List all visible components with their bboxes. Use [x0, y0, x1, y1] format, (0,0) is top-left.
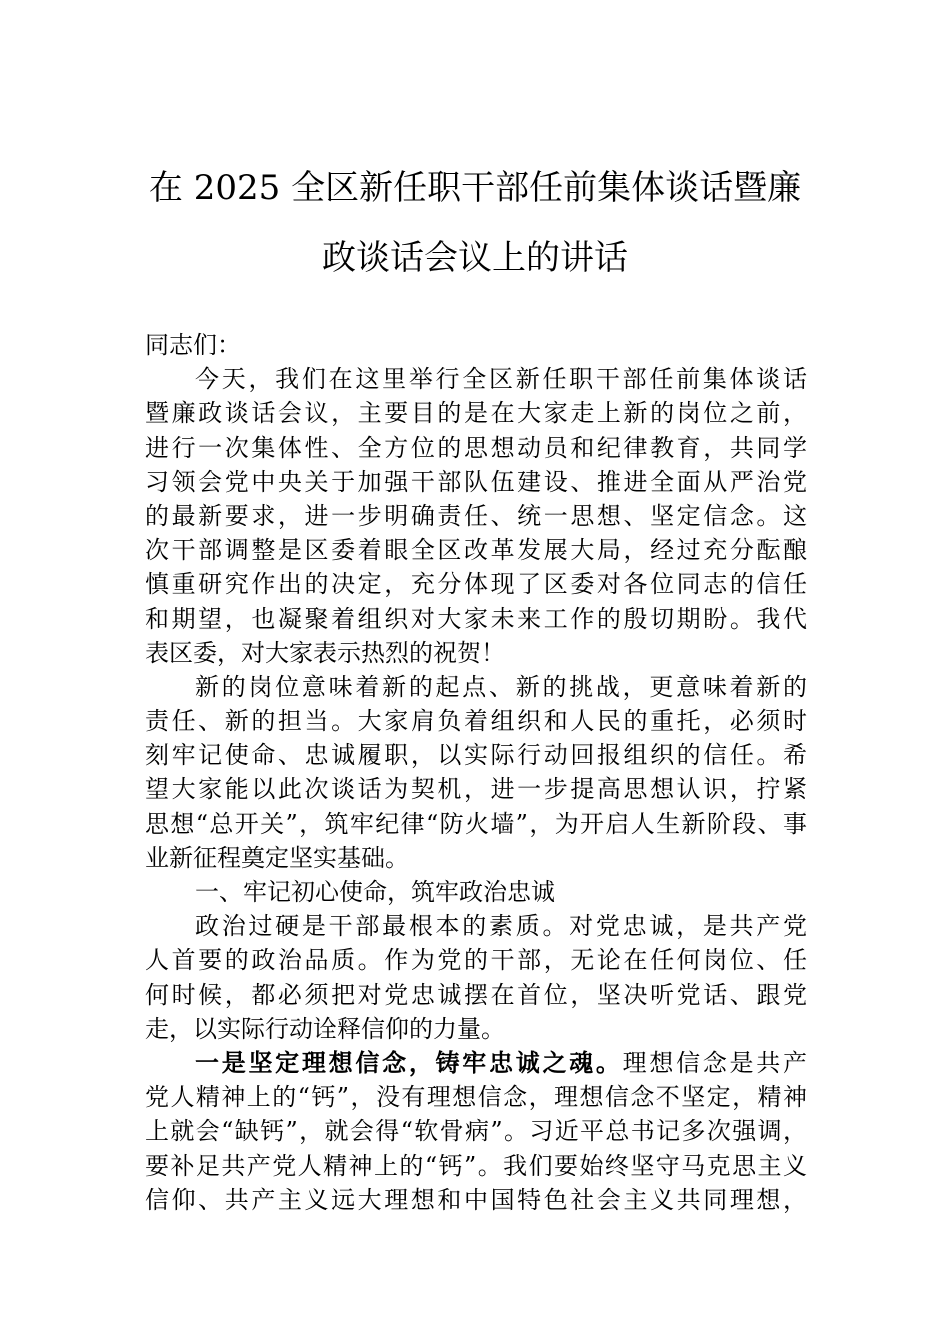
text-line: 何时候，都必须把对党忠诚摆在首位，坚决听党话、跟党 [145, 980, 807, 1009]
text-line: 暨廉政谈话会议，主要目的是在大家走上新的岗位之前， [145, 399, 807, 428]
point-heading: 一是坚定理想信念，铸牢忠诚之魂。 [195, 1047, 623, 1077]
text-line: 望大家能以此次谈话为契机，进一步提高思想认识，拧紧 [145, 775, 807, 804]
document-title-line-2: 政谈话会议上的讲话 [322, 238, 628, 278]
text-line: 表区委，对大家表示热烈的祝贺！ [145, 638, 505, 667]
text-line: 次干部调整是区委着眼全区改革发展大局，经过充分酝酿 [145, 536, 807, 565]
text-line: 习领会党中央关于加强干部队伍建设、推进全面从严治党 [145, 467, 807, 496]
paragraph-point1 [145, 1046, 807, 1217]
paragraph-opening [145, 362, 807, 670]
text-line: 思想“总开关”，筑牢纪律“防火墙”，为开启人生新阶段、事 [145, 809, 807, 838]
text-line: 政治过硬是干部最根本的素质。对党忠诚，是共产党 [195, 912, 807, 941]
text-line: 进行一次集体性、全方位的思想动员和纪律教育，共同学 [145, 433, 807, 462]
text-line: 慎重研究作出的决定，充分体现了区委对各位同志的信任 [145, 570, 807, 599]
text-line: 走，以实际行动诠释信仰的力量。 [145, 1014, 505, 1043]
section-heading: 一、牢记初心使命，筑牢政治忠诚 [195, 878, 555, 906]
paragraph-new-post [145, 670, 807, 875]
document-title-line-1: 在 2025 全区新任职干部任前集体谈话暨廉 [148, 168, 802, 208]
text-line: 党人精神上的“钙”，没有理想信念，理想信念不坚定，精神 [145, 1083, 807, 1112]
text-line [145, 1046, 807, 1080]
paragraph-section1-intro [145, 909, 807, 1046]
text-line: 刻牢记使命、忠诚履职，以实际行动回报组织的信任。希 [145, 741, 807, 770]
text-line: 信仰、共产主义远大理想和中国特色社会主义共同理想， [145, 1185, 807, 1214]
text-span: 理想信念是共产 [622, 1048, 808, 1077]
text-line: 新的岗位意味着新的起点、新的挑战，更意味着新的 [195, 672, 807, 701]
salutation: 同志们： [145, 331, 241, 359]
text-line: 要补足共产党人精神上的“钙”。我们要始终坚守马克思主义 [145, 1151, 807, 1180]
text-line: 今天，我们在这里举行全区新任职干部任前集体谈话 [195, 365, 807, 394]
text-line: 和期望，也凝聚着组织对大家未来工作的殷切期盼。我代 [145, 604, 807, 633]
document-body [145, 328, 807, 1217]
text-line: 业新征程奠定坚实基础。 [145, 843, 409, 872]
text-line: 上就会“缺钙”，就会得“软骨病”。习近平总书记多次强调， [145, 1117, 807, 1146]
text-line: 的最新要求，进一步明确责任、统一思想、坚定信念。这 [145, 501, 807, 530]
text-line: 责任、新的担当。大家肩负着组织和人民的重托，必须时 [145, 707, 807, 736]
text-line: 人首要的政治品质。作为党的干部，无论在任何岗位、任 [145, 946, 807, 975]
